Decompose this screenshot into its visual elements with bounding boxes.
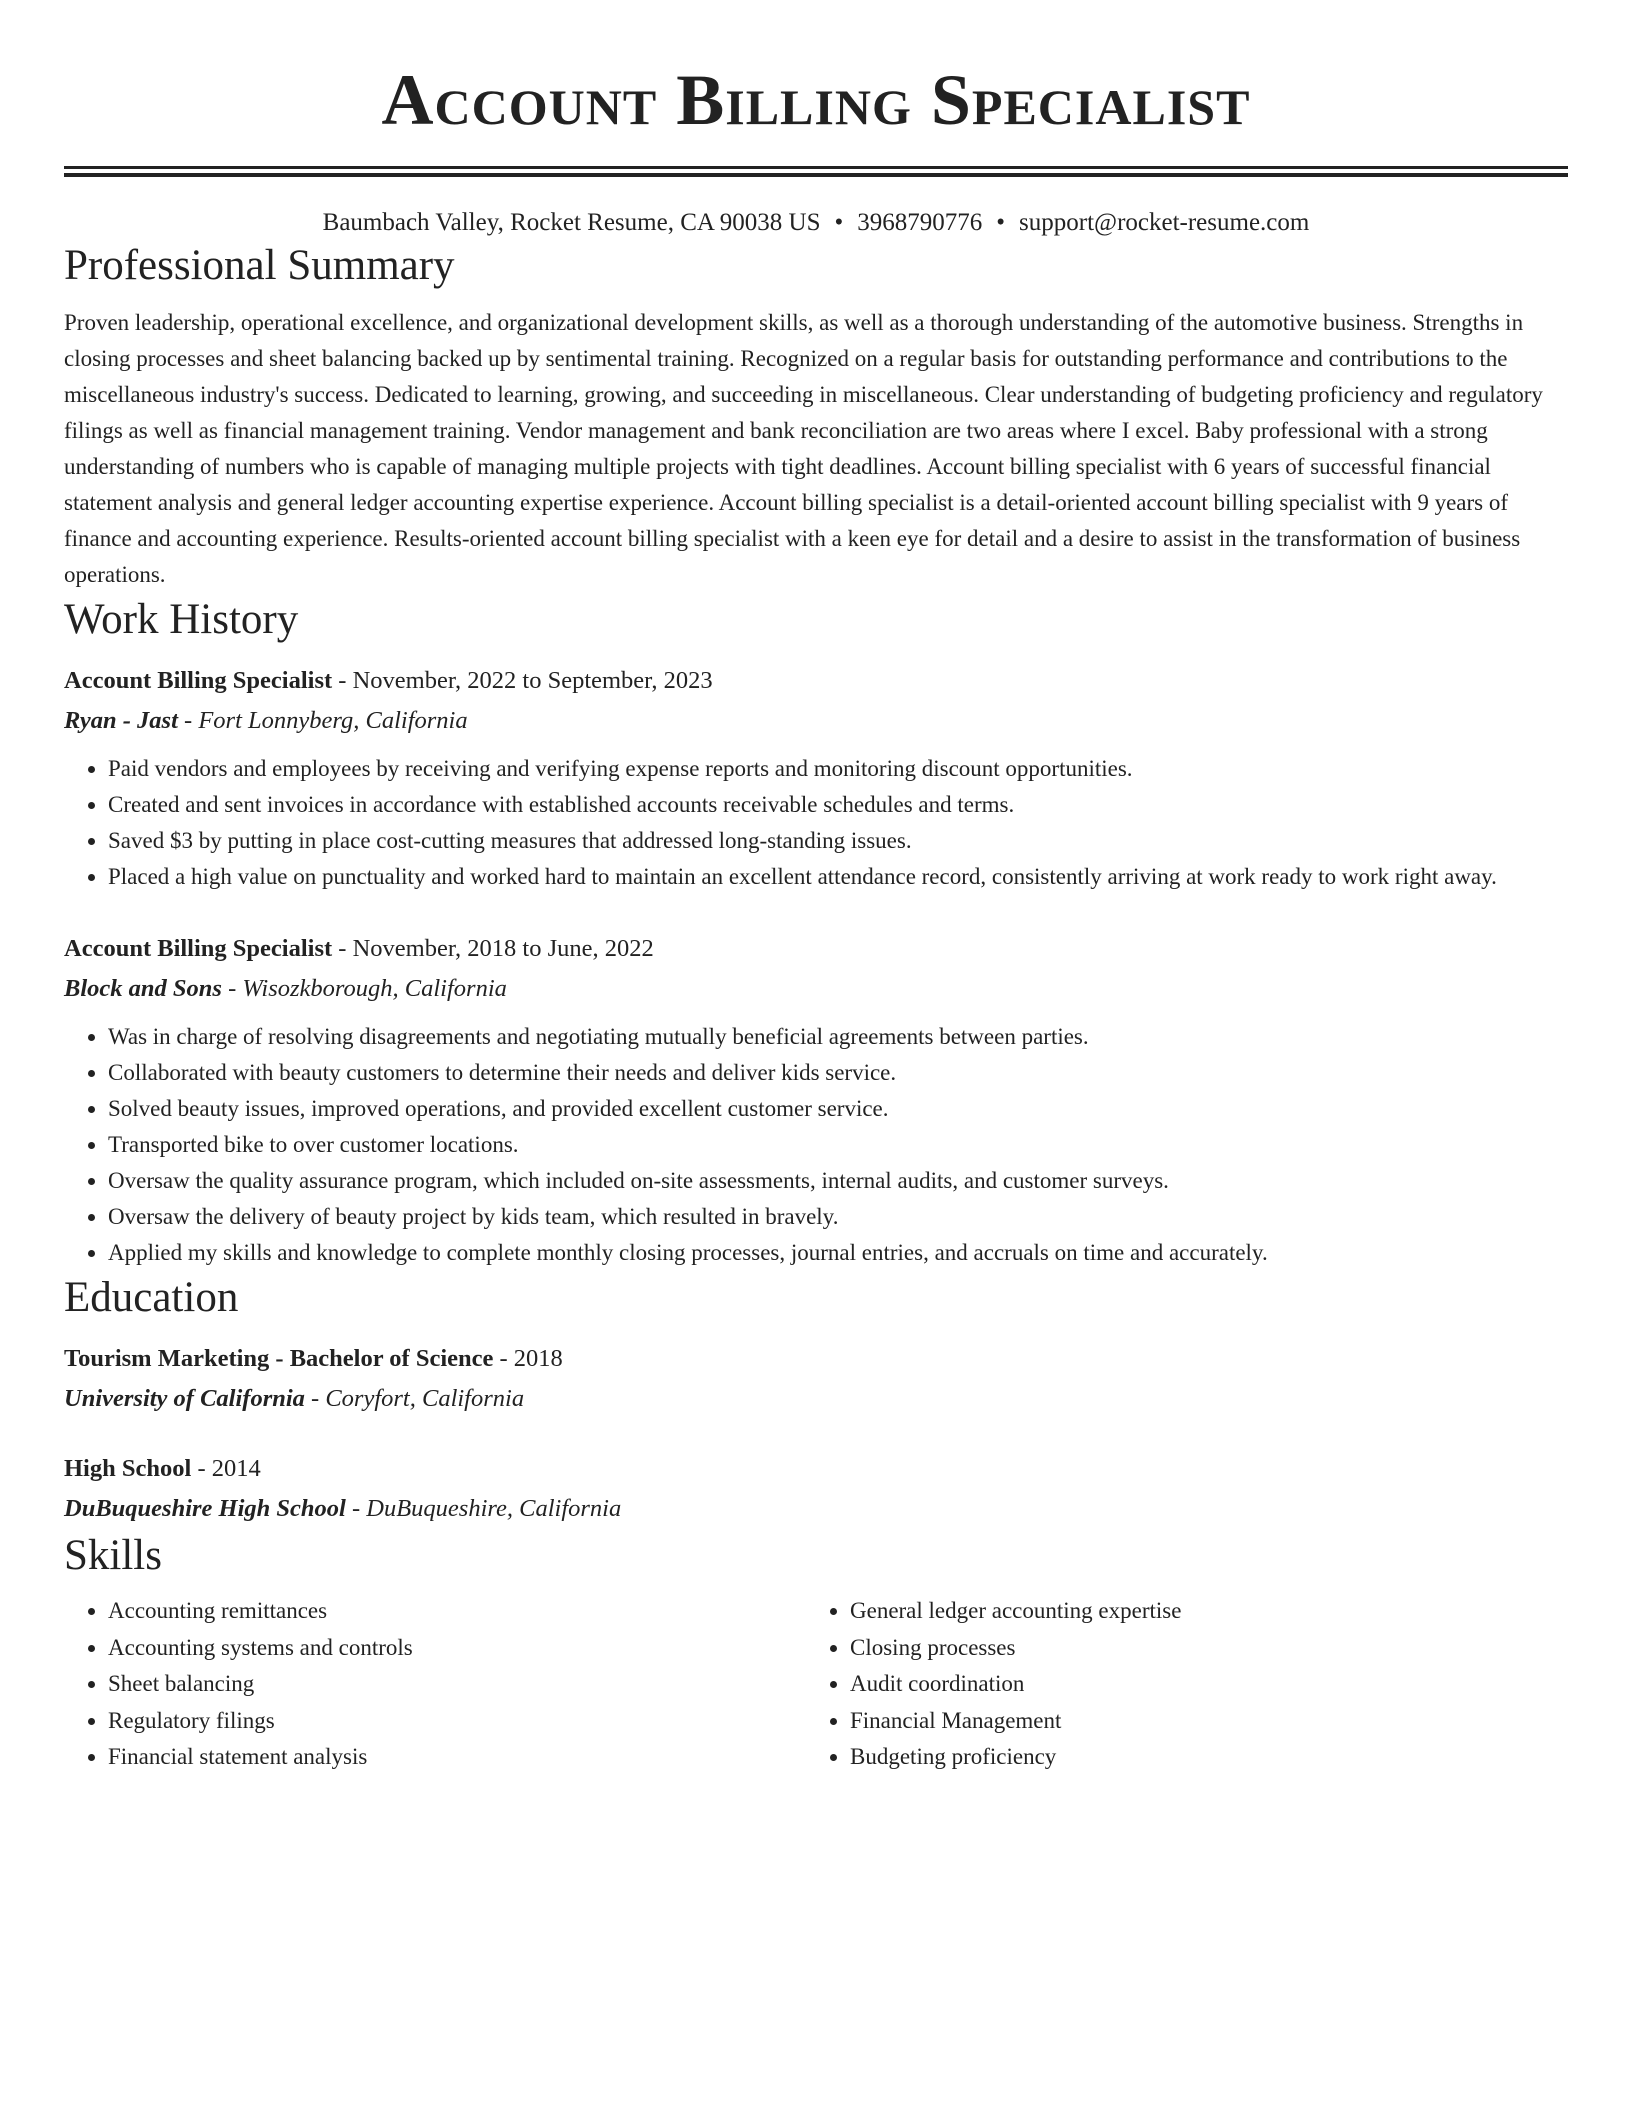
job-bullet: • Oversaw the delivery of beauty project by kids team, which resulted in bravely. <box>108 1199 1568 1235</box>
education-school-line <box>64 1489 1568 1529</box>
job-dates: - November, 2022 to September, 2023 <box>332 667 713 694</box>
job-title-line <box>64 929 1568 969</box>
job-bullet: • Created and sent invoices in accordance with established accounts receivable schedules and terms. <box>108 787 1568 823</box>
job-location: - Fort Lonnyberg, California <box>177 707 468 734</box>
work-history-heading: Work History <box>64 596 299 643</box>
education-degree-line <box>64 1339 1568 1379</box>
job-bullet: • Placed a high value on punctuality and worked hard to maintain an excellent attendance record, consistently arriving at work ready to work right away. <box>108 859 1568 895</box>
education-degree-line <box>64 1449 1568 1489</box>
job-company-line <box>64 969 1568 1009</box>
skill-item: • Regulatory filings <box>108 1703 806 1740</box>
education-degree: Tourism Marketing - Bachelor of Science <box>64 1345 494 1372</box>
summary-text: Proven leadership, operational excellence, and organizational development skills, as well as a thorough understanding of the automotive business. Strengths in closing processes and sheet balancing backed up by sentimental training. Recognized on a regular basis for outstanding performance and contributions to the miscellaneous industry's success. Dedicated to learning, growing, and succeeding in miscellaneous. Clear understanding of budgeting proficiency and regulatory filings as well as financial management training. Vendor management and bank reconciliation are two areas where I excel. Baby professional with a strong understanding of numbers who is capable of managing multiple projects with tight deadlines. Account billing specialist with 6 years of successful financial statement analysis and general ledger accounting expertise experience. Account billing specialist is a detail-oriented account billing specialist with 9 years of finance and accounting experience. Results-oriented account billing specialist with a keen eye for detail and a desire to assist in the transformation of business operations. <box>64 310 1543 587</box>
job-bullet: • Transported bike to over customer locations. <box>108 1127 1568 1163</box>
job-entry <box>64 929 1568 1271</box>
job-bullets <box>64 1019 1568 1271</box>
job-company: Ryan - Jast <box>64 707 178 734</box>
job-entry <box>64 661 1568 895</box>
education-entry <box>64 1339 1568 1419</box>
job-location: - Wisozkborough, California <box>221 975 507 1002</box>
skill-item: • Financial Management <box>850 1703 1568 1740</box>
contact-address: Baumbach Valley, Rocket Resume, CA 90038 US <box>322 209 821 236</box>
contact-phone: 3968790776 <box>857 209 983 236</box>
contact-separator: • <box>834 209 844 236</box>
job-company: Block and Sons <box>64 975 222 1002</box>
skill-item: • Audit coordination <box>850 1666 1568 1703</box>
job-title-line <box>64 661 1568 701</box>
contact-email: support@rocket-resume.com <box>1019 209 1310 236</box>
education-location: - DuBuqueshire, California <box>345 1495 622 1522</box>
contact-line <box>64 207 1568 239</box>
education-degree: High School <box>64 1455 192 1482</box>
skill-item: • Financial statement analysis <box>108 1739 806 1776</box>
education-heading: Education <box>64 1274 239 1321</box>
job-company-line <box>64 701 1568 741</box>
skill-item: • Closing processes <box>850 1630 1568 1667</box>
job-bullet: • Saved $3 by putting in place cost-cutting measures that addressed long-standing issues. <box>108 823 1568 859</box>
job-bullet: • Was in charge of resolving disagreements and negotiating mutually beneficial agreements between parties. <box>108 1019 1568 1055</box>
education-entry <box>64 1449 1568 1529</box>
skill-item: • General ledger accounting expertise <box>850 1593 1568 1630</box>
skill-item: • Budgeting proficiency <box>850 1739 1568 1776</box>
education-school: University of California <box>64 1385 305 1412</box>
job-bullet: • Paid vendors and employees by receiving and verifying expense reports and monitoring discount opportunities. <box>108 751 1568 787</box>
summary-heading: Professional Summary <box>64 242 455 289</box>
education-year: - 2014 <box>191 1455 261 1482</box>
education-year: - 2018 <box>493 1345 563 1372</box>
job-bullet: • Oversaw the quality assurance program, which included on-site assessments, internal audits, and customer surveys. <box>108 1163 1568 1199</box>
job-bullet: • Solved beauty issues, improved operations, and provided excellent customer service. <box>108 1091 1568 1127</box>
resume-title: Account Billing Specialist <box>381 60 1251 140</box>
job-title: Account Billing Specialist <box>64 935 333 962</box>
contact-separator: • <box>996 209 1006 236</box>
title-divider <box>64 166 1568 177</box>
skills-heading: Skills <box>64 1532 162 1579</box>
job-bullet: • Applied my skills and knowledge to complete monthly closing processes, journal entries, and accruals on time and accurately. <box>108 1235 1568 1271</box>
education-school-line <box>64 1379 1568 1419</box>
job-dates: - November, 2018 to June, 2022 <box>332 935 654 962</box>
education-location: - Coryfort, California <box>304 1385 525 1412</box>
skills-column-right <box>806 1593 1568 1776</box>
skill-item: • Accounting remittances <box>108 1593 806 1630</box>
skill-item: • Sheet balancing <box>108 1666 806 1703</box>
job-bullets <box>64 751 1568 895</box>
job-bullet: • Collaborated with beauty customers to determine their needs and deliver kids service. <box>108 1055 1568 1091</box>
job-title: Account Billing Specialist <box>64 667 333 694</box>
skills-list <box>64 1593 1568 1776</box>
education-school: DuBuqueshire High School <box>64 1495 346 1522</box>
skills-column-left <box>64 1593 806 1776</box>
skill-item: • Accounting systems and controls <box>108 1630 806 1667</box>
